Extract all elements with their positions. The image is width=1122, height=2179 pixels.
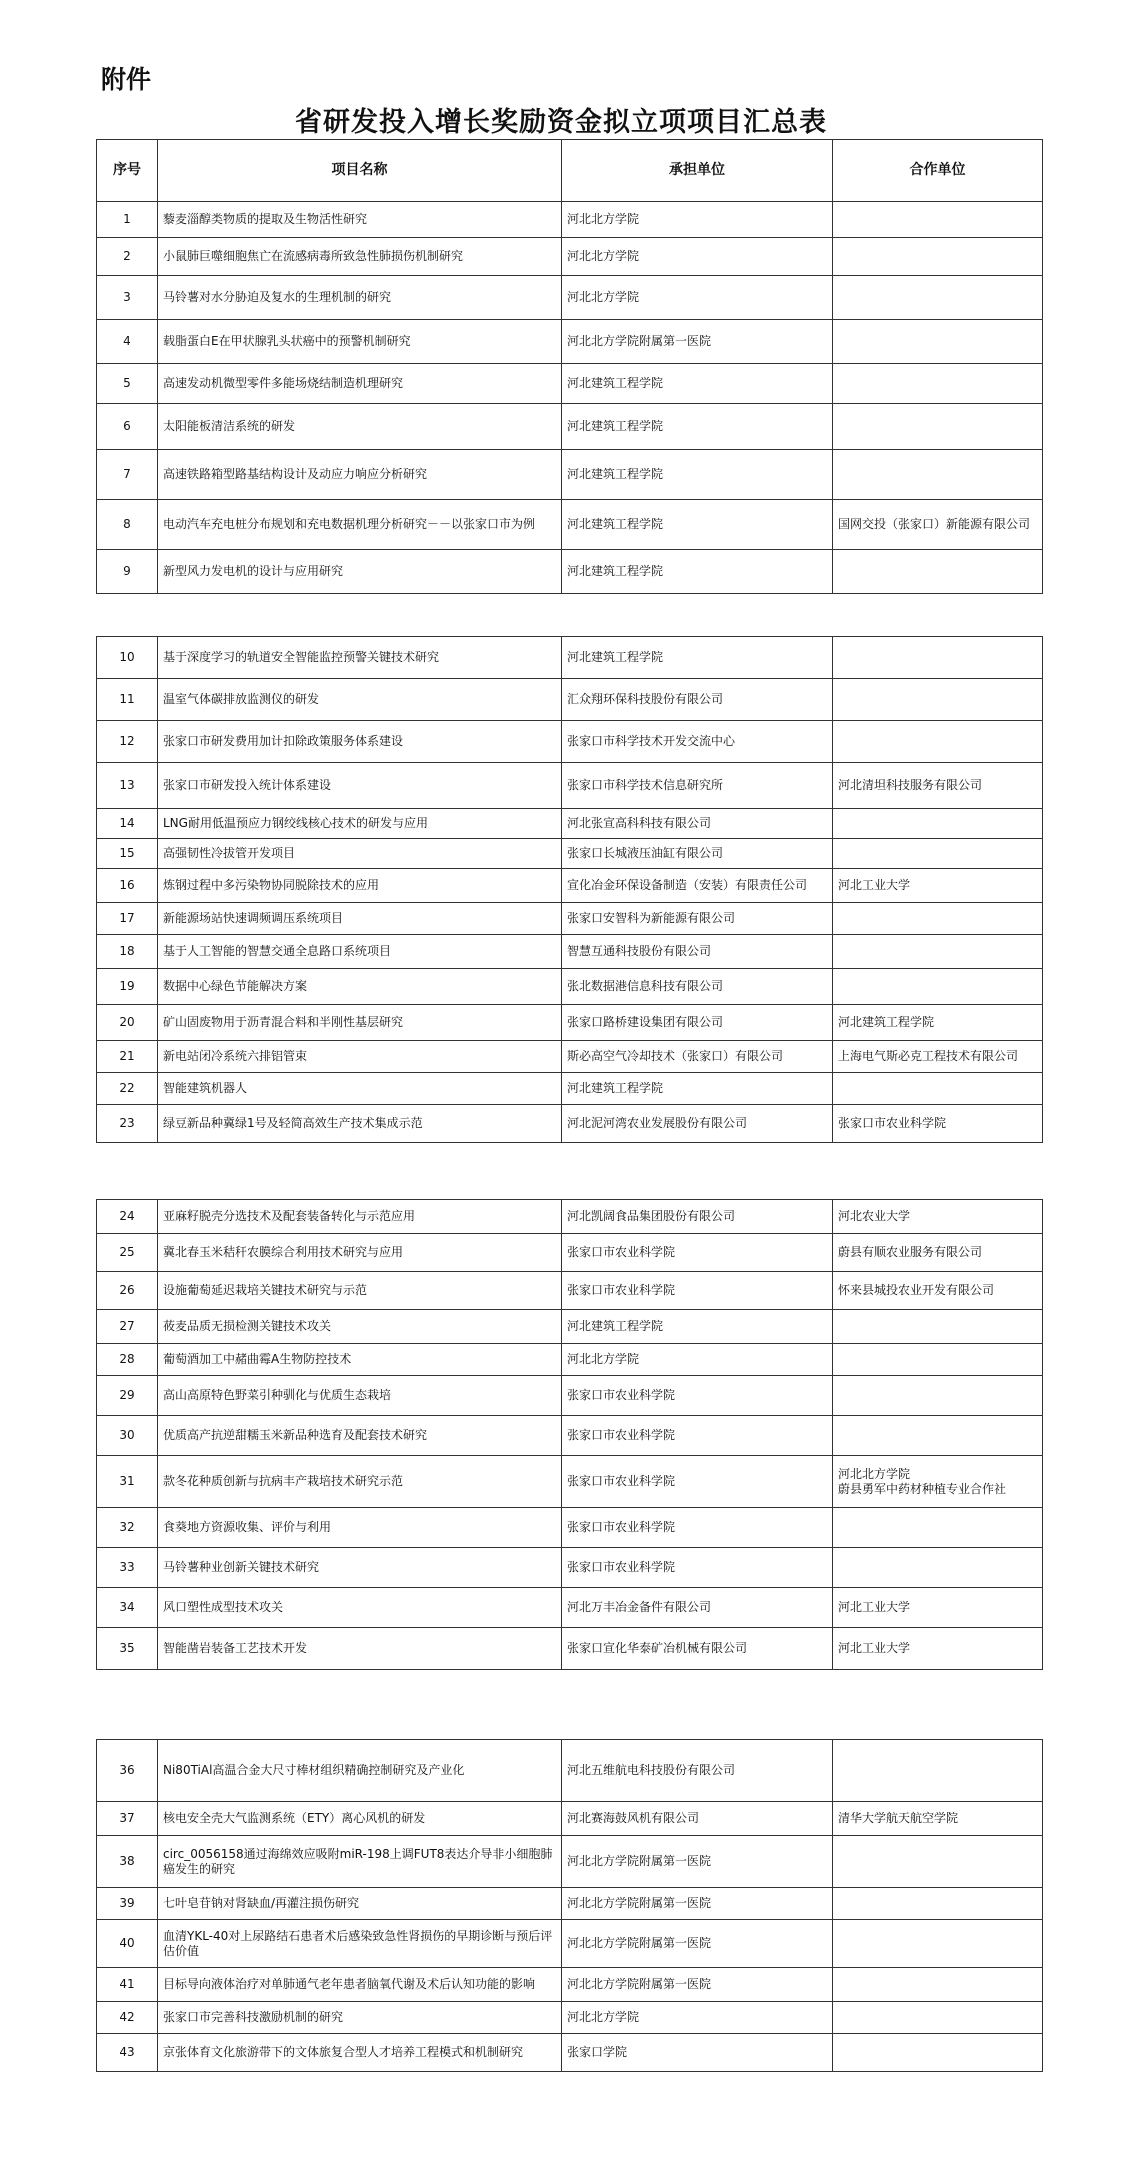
cell-undertaking-unit: 张家口宣化华泰矿冶机械有限公司	[562, 1628, 833, 1670]
cell-partner-unit	[833, 450, 1043, 500]
cell-partner-unit	[833, 1310, 1043, 1344]
page-title: 省研发投入增长奖励资金拟立项项目汇总表	[295, 107, 827, 138]
cell-no: 34	[97, 1588, 158, 1628]
table-header-row	[97, 140, 1043, 202]
cell-project-name: 温室气体碳排放监测仪的研发	[158, 679, 562, 721]
cell-no: 3	[97, 276, 158, 320]
cell-undertaking-unit: 张家口市农业科学院	[562, 1508, 833, 1548]
cell-project-name: 血清YKL-40对上尿路结石患者术后感染致急性肾损伤的早期诊断与预后评估价值	[158, 1920, 562, 1968]
cell-partner-unit	[833, 1548, 1043, 1588]
cell-project-name: 张家口市研发投入统计体系建设	[158, 763, 562, 809]
cell-project-name: 数据中心绿色节能解决方案	[158, 969, 562, 1005]
cell-no: 15	[97, 839, 158, 869]
cell-undertaking-unit: 张家口长城液压油缸有限公司	[562, 839, 833, 869]
cell-partner-unit	[833, 550, 1043, 594]
cell-project-name: 新电站闭冷系统六排铝管束	[158, 1041, 562, 1073]
attachment-label: 附件	[101, 65, 152, 94]
cell-partner-unit	[833, 320, 1043, 364]
cell-no: 32	[97, 1508, 158, 1548]
cell-undertaking-unit: 河北北方学院	[562, 276, 833, 320]
cell-project-name: 小鼠肺巨噬细胞焦亡在流感病毒所致急性肺损伤机制研究	[158, 238, 562, 276]
table-row	[97, 238, 1043, 276]
table-row	[97, 1105, 1043, 1143]
cell-no: 10	[97, 637, 158, 679]
cell-undertaking-unit: 河北北方学院附属第一医院	[562, 1836, 833, 1888]
cell-project-name: 食葵地方资源收集、评价与利用	[158, 1508, 562, 1548]
cell-undertaking-unit: 河北泥河湾农业发展股份有限公司	[562, 1105, 833, 1143]
cell-undertaking-unit: 河北建筑工程学院	[562, 450, 833, 500]
cell-no: 12	[97, 721, 158, 763]
cell-partner-unit	[833, 364, 1043, 404]
cell-undertaking-unit: 河北建筑工程学院	[562, 637, 833, 679]
project-table-part-4	[96, 1739, 1043, 2072]
cell-undertaking-unit: 河北北方学院	[562, 2002, 833, 2034]
cell-partner-unit	[833, 1344, 1043, 1376]
cell-no: 38	[97, 1836, 158, 1888]
cell-partner-unit	[833, 637, 1043, 679]
table-row	[97, 2002, 1043, 2034]
table-row	[97, 969, 1043, 1005]
cell-project-name: 张家口市完善科技激励机制的研究	[158, 2002, 562, 2034]
table-row	[97, 320, 1043, 364]
cell-no: 21	[97, 1041, 158, 1073]
table-row	[97, 1416, 1043, 1456]
cell-no: 22	[97, 1073, 158, 1105]
cell-no: 11	[97, 679, 158, 721]
cell-no: 17	[97, 903, 158, 935]
cell-no: 41	[97, 1968, 158, 2002]
cell-partner-unit: 上海电气斯必克工程技术有限公司	[833, 1041, 1043, 1073]
table-row	[97, 935, 1043, 969]
cell-undertaking-unit: 张家口安智科为新能源有限公司	[562, 903, 833, 935]
cell-undertaking-unit: 河北建筑工程学院	[562, 500, 833, 550]
cell-project-name: 张家口市研发费用加计扣除政策服务体系建设	[158, 721, 562, 763]
cell-partner-unit	[833, 809, 1043, 839]
table-row	[97, 1548, 1043, 1588]
cell-project-name: 马铃薯对水分胁迫及复水的生理机制的研究	[158, 276, 562, 320]
table-row	[97, 1073, 1043, 1105]
cell-no: 28	[97, 1344, 158, 1376]
cell-undertaking-unit: 河北张宣高科科技有限公司	[562, 809, 833, 839]
cell-no: 40	[97, 1920, 158, 1968]
cell-project-name: circ_0056158通过海绵效应吸附miR-198上调FUT8表达介导非小细胞肺癌发生的研究	[158, 1836, 562, 1888]
cell-partner-unit	[833, 679, 1043, 721]
cell-project-name: 高山高原特色野菜引种驯化与优质生态栽培	[158, 1376, 562, 1416]
cell-project-name: 矿山固废物用于沥青混合料和半刚性基层研究	[158, 1005, 562, 1041]
cell-no: 2	[97, 238, 158, 276]
cell-project-name: 京张体育文化旅游带下的文体旅复合型人才培养工程模式和机制研究	[158, 2034, 562, 2072]
cell-partner-unit	[833, 839, 1043, 869]
cell-no: 18	[97, 935, 158, 969]
cell-undertaking-unit: 张家口学院	[562, 2034, 833, 2072]
table-row	[97, 721, 1043, 763]
cell-project-name: 电动汽车充电桩分布规划和充电数据机理分析研究－－以张家口市为例	[158, 500, 562, 550]
table-row	[97, 1920, 1043, 1968]
cell-partner-unit	[833, 969, 1043, 1005]
cell-undertaking-unit: 智慧互通科技股份有限公司	[562, 935, 833, 969]
table-row	[97, 1041, 1043, 1073]
cell-project-name: 七叶皂苷钠对肾缺血/再灌注损伤研究	[158, 1888, 562, 1920]
cell-partner-unit	[833, 1836, 1043, 1888]
cell-undertaking-unit: 河北北方学院附属第一医院	[562, 1920, 833, 1968]
table-row	[97, 1968, 1043, 2002]
cell-project-name: 太阳能板清洁系统的研发	[158, 404, 562, 450]
cell-no: 37	[97, 1802, 158, 1836]
cell-undertaking-unit: 河北北方学院	[562, 202, 833, 238]
cell-undertaking-unit: 张家口市农业科学院	[562, 1376, 833, 1416]
cell-partner-unit	[833, 1073, 1043, 1105]
cell-project-name: 智能凿岩装备工艺技术开发	[158, 1628, 562, 1670]
cell-undertaking-unit: 河北北方学院	[562, 1344, 833, 1376]
cell-project-name: 智能建筑机器人	[158, 1073, 562, 1105]
cell-partner-unit	[833, 276, 1043, 320]
cell-partner-unit	[833, 1920, 1043, 1968]
cell-project-name: 葡萄酒加工中赭曲霉A生物防控技术	[158, 1344, 562, 1376]
cell-no: 13	[97, 763, 158, 809]
cell-partner-unit: 河北建筑工程学院	[833, 1005, 1043, 1041]
cell-no: 42	[97, 2002, 158, 2034]
cell-partner-unit	[833, 1508, 1043, 1548]
table-row	[97, 903, 1043, 935]
table-row	[97, 1272, 1043, 1310]
header-project-name: 项目名称	[158, 140, 562, 202]
table-row	[97, 550, 1043, 594]
cell-no: 20	[97, 1005, 158, 1041]
cell-no: 24	[97, 1200, 158, 1234]
cell-partner-unit: 国网交投（张家口）新能源有限公司	[833, 500, 1043, 550]
cell-partner-unit	[833, 202, 1043, 238]
cell-project-name: 基于人工智能的智慧交通全息路口系统项目	[158, 935, 562, 969]
cell-partner-unit	[833, 238, 1043, 276]
cell-undertaking-unit: 河北凯阔食品集团股份有限公司	[562, 1200, 833, 1234]
cell-no: 7	[97, 450, 158, 500]
cell-undertaking-unit: 河北五维航电科技股份有限公司	[562, 1740, 833, 1802]
cell-undertaking-unit: 张家口路桥建设集团有限公司	[562, 1005, 833, 1041]
table-row	[97, 1310, 1043, 1344]
cell-no: 29	[97, 1376, 158, 1416]
cell-no: 16	[97, 869, 158, 903]
cell-partner-unit	[833, 1888, 1043, 1920]
cell-no: 39	[97, 1888, 158, 1920]
cell-partner-unit: 清华大学航天航空学院	[833, 1802, 1043, 1836]
table-row	[97, 1888, 1043, 1920]
cell-undertaking-unit: 河北建筑工程学院	[562, 550, 833, 594]
cell-project-name: 基于深度学习的轨道安全智能监控预警关键技术研究	[158, 637, 562, 679]
cell-undertaking-unit: 河北建筑工程学院	[562, 1073, 833, 1105]
cell-project-name: 马铃薯种业创新关键技术研究	[158, 1548, 562, 1588]
table-row	[97, 500, 1043, 550]
table-row	[97, 1456, 1043, 1508]
cell-no: 31	[97, 1456, 158, 1508]
cell-no: 26	[97, 1272, 158, 1310]
table-row	[97, 869, 1043, 903]
cell-undertaking-unit: 张家口市农业科学院	[562, 1416, 833, 1456]
cell-project-name: 绿豆新品种冀绿1号及轻简高效生产技术集成示范	[158, 1105, 562, 1143]
cell-undertaking-unit: 河北赛海鼓风机有限公司	[562, 1802, 833, 1836]
cell-undertaking-unit: 河北建筑工程学院	[562, 1310, 833, 1344]
cell-no: 36	[97, 1740, 158, 1802]
header-undertaking-unit: 承担单位	[562, 140, 833, 202]
cell-partner-unit	[833, 1376, 1043, 1416]
table-row	[97, 1802, 1043, 1836]
cell-project-name: 风口塑性成型技术攻关	[158, 1588, 562, 1628]
table-row	[97, 679, 1043, 721]
cell-undertaking-unit: 张北数据港信息科技有限公司	[562, 969, 833, 1005]
cell-project-name: LNG耐用低温预应力钢绞线核心技术的研发与应用	[158, 809, 562, 839]
cell-project-name: 高速铁路箱型路基结构设计及动应力响应分析研究	[158, 450, 562, 500]
table-row	[97, 1508, 1043, 1548]
cell-undertaking-unit: 河北建筑工程学院	[562, 404, 833, 450]
cell-undertaking-unit: 河北万丰冶金备件有限公司	[562, 1588, 833, 1628]
cell-project-name: 莜麦品质无损检测关键技术攻关	[158, 1310, 562, 1344]
cell-undertaking-unit: 张家口市科学技术信息研究所	[562, 763, 833, 809]
cell-partner-unit	[833, 2034, 1043, 2072]
cell-project-name: 目标导向液体治疗对单肺通气老年患者脑氧代谢及术后认知功能的影响	[158, 1968, 562, 2002]
cell-no: 27	[97, 1310, 158, 1344]
table-row	[97, 839, 1043, 869]
cell-project-name: 核电安全壳大气监测系统（ETY）离心风机的研发	[158, 1802, 562, 1836]
cell-partner-unit	[833, 1416, 1043, 1456]
cell-undertaking-unit: 河北北方学院附属第一医院	[562, 1888, 833, 1920]
cell-project-name: 炼钢过程中多污染物协同脱除技术的应用	[158, 869, 562, 903]
table-row	[97, 1344, 1043, 1376]
cell-no: 35	[97, 1628, 158, 1670]
cell-project-name: 高速发动机微型零件多能场烧结制造机理研究	[158, 364, 562, 404]
cell-project-name: 载脂蛋白E在甲状腺乳头状癌中的预警机制研究	[158, 320, 562, 364]
table-row	[97, 1836, 1043, 1888]
cell-project-name: 设施葡萄延迟栽培关键技术研究与示范	[158, 1272, 562, 1310]
cell-partner-unit	[833, 903, 1043, 935]
cell-partner-unit	[833, 1740, 1043, 1802]
table-row	[97, 1005, 1043, 1041]
table-row	[97, 1200, 1043, 1234]
table-row	[97, 1234, 1043, 1272]
table-row	[97, 364, 1043, 404]
cell-project-name: 优质高产抗逆甜糯玉米新品种选育及配套技术研究	[158, 1416, 562, 1456]
cell-no: 19	[97, 969, 158, 1005]
cell-undertaking-unit: 斯必高空气冷却技术（张家口）有限公司	[562, 1041, 833, 1073]
cell-no: 30	[97, 1416, 158, 1456]
table-row	[97, 276, 1043, 320]
cell-partner-unit	[833, 2002, 1043, 2034]
table-row	[97, 404, 1043, 450]
cell-undertaking-unit: 河北建筑工程学院	[562, 364, 833, 404]
cell-undertaking-unit: 汇众翔环保科技股份有限公司	[562, 679, 833, 721]
cell-partner-unit	[833, 404, 1043, 450]
cell-no: 6	[97, 404, 158, 450]
cell-partner-unit: 张家口市农业科学院	[833, 1105, 1043, 1143]
cell-project-name: 款冬花种质创新与抗病丰产栽培技术研究示范	[158, 1456, 562, 1508]
table-row	[97, 763, 1043, 809]
table-row	[97, 637, 1043, 679]
cell-project-name: 新能源场站快速调频调压系统项目	[158, 903, 562, 935]
project-table-part-2	[96, 636, 1043, 1143]
cell-project-name: 高强韧性冷拔管开发项目	[158, 839, 562, 869]
cell-undertaking-unit: 张家口市农业科学院	[562, 1272, 833, 1310]
cell-no: 43	[97, 2034, 158, 2072]
cell-partner-unit: 河北工业大学	[833, 869, 1043, 903]
cell-partner-unit	[833, 935, 1043, 969]
table-row	[97, 1588, 1043, 1628]
cell-no: 23	[97, 1105, 158, 1143]
table-row	[97, 1628, 1043, 1670]
cell-project-name: 新型风力发电机的设计与应用研究	[158, 550, 562, 594]
cell-no: 5	[97, 364, 158, 404]
table-row	[97, 1376, 1043, 1416]
table-row	[97, 1740, 1043, 1802]
cell-undertaking-unit: 张家口市农业科学院	[562, 1548, 833, 1588]
table-row	[97, 450, 1043, 500]
cell-undertaking-unit: 河北北方学院附属第一医院	[562, 320, 833, 364]
cell-partner-unit	[833, 1968, 1043, 2002]
cell-partner-unit: 河北农业大学	[833, 1200, 1043, 1234]
cell-partner-unit: 蔚县有顺农业服务有限公司	[833, 1234, 1043, 1272]
table-row	[97, 809, 1043, 839]
cell-project-name: 亚麻籽脱壳分选技术及配套装备转化与示范应用	[158, 1200, 562, 1234]
cell-no: 1	[97, 202, 158, 238]
cell-undertaking-unit: 张家口市农业科学院	[562, 1456, 833, 1508]
header-partner-unit: 合作单位	[833, 140, 1043, 202]
cell-undertaking-unit: 张家口市科学技术开发交流中心	[562, 721, 833, 763]
cell-no: 9	[97, 550, 158, 594]
cell-no: 25	[97, 1234, 158, 1272]
project-table-part-1	[96, 139, 1043, 594]
cell-undertaking-unit: 张家口市农业科学院	[562, 1234, 833, 1272]
cell-project-name: 冀北春玉米秸秆农膜综合利用技术研究与应用	[158, 1234, 562, 1272]
cell-partner-unit: 怀来县城投农业开发有限公司	[833, 1272, 1043, 1310]
cell-no: 33	[97, 1548, 158, 1588]
cell-partner-unit: 河北工业大学	[833, 1628, 1043, 1670]
cell-partner-unit: 河北清坦科技服务有限公司	[833, 763, 1043, 809]
table-row	[97, 2034, 1043, 2072]
table-row	[97, 202, 1043, 238]
cell-no: 4	[97, 320, 158, 364]
cell-undertaking-unit: 河北北方学院	[562, 238, 833, 276]
project-table-part-3	[96, 1199, 1043, 1670]
cell-partner-unit: 河北北方学院 蔚县勇军中药材种植专业合作社	[833, 1456, 1043, 1508]
cell-no: 14	[97, 809, 158, 839]
cell-project-name: Ni80TiAl高温合金大尺寸棒材组织精确控制研究及产业化	[158, 1740, 562, 1802]
cell-no: 8	[97, 500, 158, 550]
header-no: 序号	[97, 140, 158, 202]
cell-partner-unit: 河北工业大学	[833, 1588, 1043, 1628]
cell-undertaking-unit: 河北北方学院附属第一医院	[562, 1968, 833, 2002]
cell-project-name: 藜麦淄醇类物质的提取及生物活性研究	[158, 202, 562, 238]
cell-partner-unit	[833, 721, 1043, 763]
cell-undertaking-unit: 宣化冶金环保设备制造（安装）有限责任公司	[562, 869, 833, 903]
